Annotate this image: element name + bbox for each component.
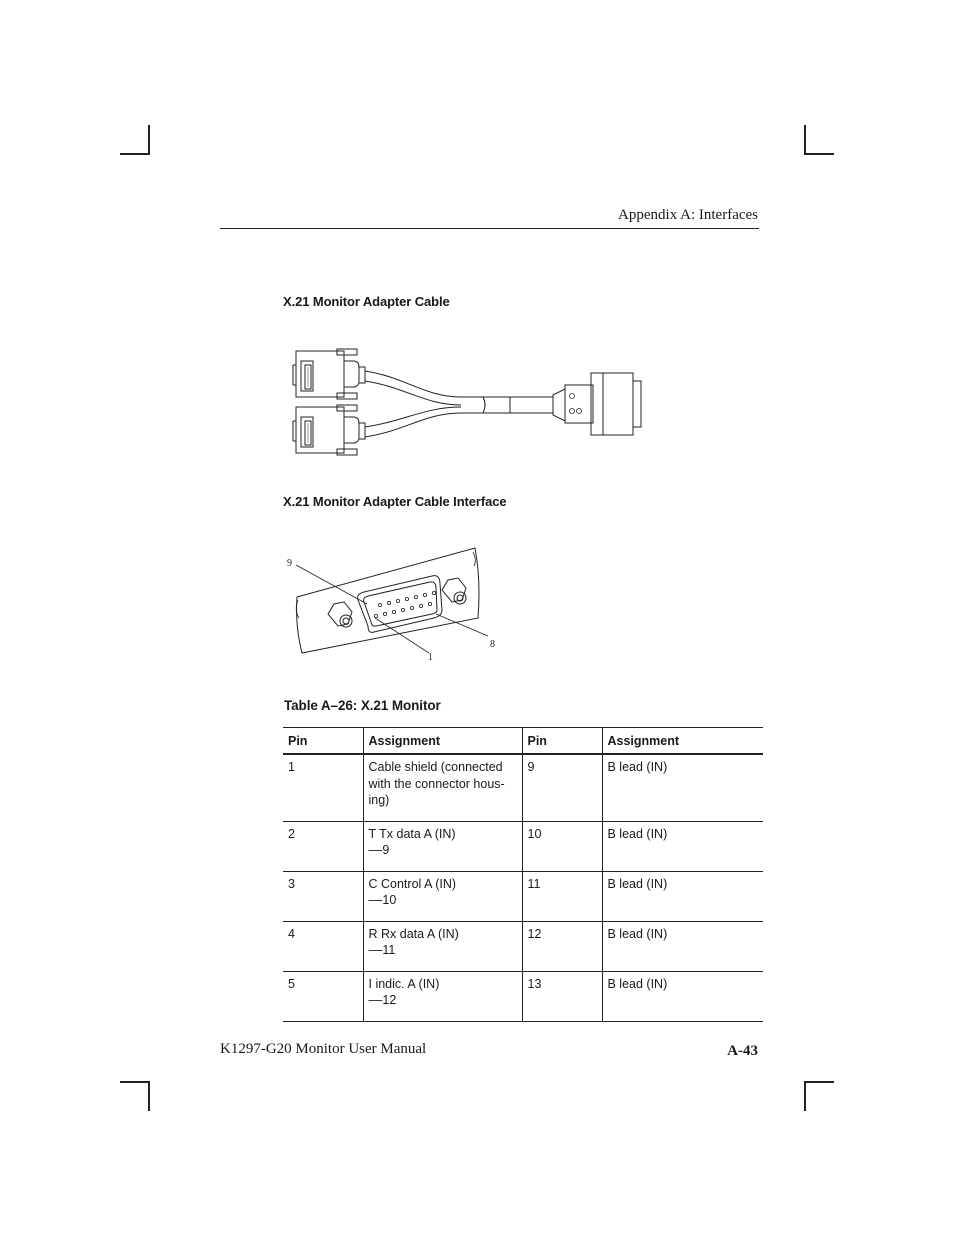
- pin-number: 13: [522, 971, 602, 1021]
- table-header-row: [283, 728, 763, 755]
- assignment-line: ––9: [368, 843, 390, 857]
- page-number: A-43: [727, 1043, 758, 1059]
- assignment-line: ing): [368, 793, 390, 807]
- assignment-line: R Rx data A (IN): [368, 926, 459, 941]
- callout-pin-8: 8: [490, 639, 495, 650]
- crop-mark-top-right-h: [804, 153, 834, 155]
- pin-assignment-table: [283, 727, 763, 1022]
- pin-number: 10: [522, 821, 602, 871]
- footer-manual-title: K1297-G20 Monitor User Manual: [220, 1041, 427, 1057]
- table-row: [283, 921, 763, 971]
- pin-number: 4: [283, 921, 363, 971]
- pin-assignment: [363, 871, 522, 921]
- table-row: [283, 821, 763, 871]
- pin-assignment: B lead (IN): [602, 921, 763, 971]
- cable-interface-drawing: [282, 540, 502, 665]
- pin-number: 9: [522, 754, 602, 821]
- interface-figure-caption: X.21 Monitor Adapter Cable Interface: [283, 494, 507, 509]
- assignment-line: T Tx data A (IN): [368, 826, 456, 841]
- crop-mark-top-left-v: [148, 125, 150, 155]
- crop-mark-top-right-v: [804, 125, 806, 155]
- crop-mark-bottom-right-h: [804, 1081, 834, 1083]
- pin-assignment: B lead (IN): [602, 871, 763, 921]
- crop-mark-bottom-right-v: [804, 1081, 806, 1111]
- pin-assignment: [363, 754, 522, 821]
- pin-number: 12: [522, 921, 602, 971]
- pin-number: 2: [283, 821, 363, 871]
- column-header-pin: Pin: [283, 728, 363, 755]
- callout-pin-9: 9: [287, 558, 292, 569]
- assignment-line: with the connector hous-: [368, 776, 505, 791]
- table-row: [283, 971, 763, 1021]
- pin-number: 3: [283, 871, 363, 921]
- pin-number: 5: [283, 971, 363, 1021]
- table-row: [283, 754, 763, 821]
- pin-assignment: B lead (IN): [602, 754, 763, 821]
- crop-mark-bottom-left-v: [148, 1081, 150, 1111]
- table-row: [283, 871, 763, 921]
- crop-mark-bottom-left-h: [120, 1081, 150, 1083]
- crop-mark-top-left-h: [120, 153, 150, 155]
- assignment-line: Cable shield (connected: [368, 760, 503, 774]
- assignment-line: ––12: [368, 993, 397, 1007]
- pin-assignment: [363, 821, 522, 871]
- column-header-pin: Pin: [522, 728, 602, 755]
- assignment-line: C Control A (IN): [368, 876, 457, 891]
- column-header-assignment: Assignment: [602, 728, 763, 755]
- pin-assignment: B lead (IN): [602, 971, 763, 1021]
- column-header-assignment: Assignment: [363, 728, 522, 755]
- callout-pin-1: 1: [428, 652, 433, 663]
- table-caption: Table A–26: X.21 Monitor: [284, 698, 441, 713]
- cable-figure-caption: X.21 Monitor Adapter Cable: [283, 294, 450, 309]
- header-rule: [220, 228, 759, 229]
- assignment-line: ––11: [368, 943, 396, 957]
- adapter-cable-drawing: [285, 345, 650, 463]
- assignment-line: I indic. A (IN): [368, 976, 440, 991]
- running-head: Appendix A: Interfaces: [618, 207, 758, 223]
- pin-assignment: [363, 971, 522, 1021]
- pin-assignment: [363, 921, 522, 971]
- pin-number: 1: [283, 754, 363, 821]
- assignment-line: ––10: [368, 893, 397, 907]
- pin-number: 11: [522, 871, 602, 921]
- pin-assignment: B lead (IN): [602, 821, 763, 871]
